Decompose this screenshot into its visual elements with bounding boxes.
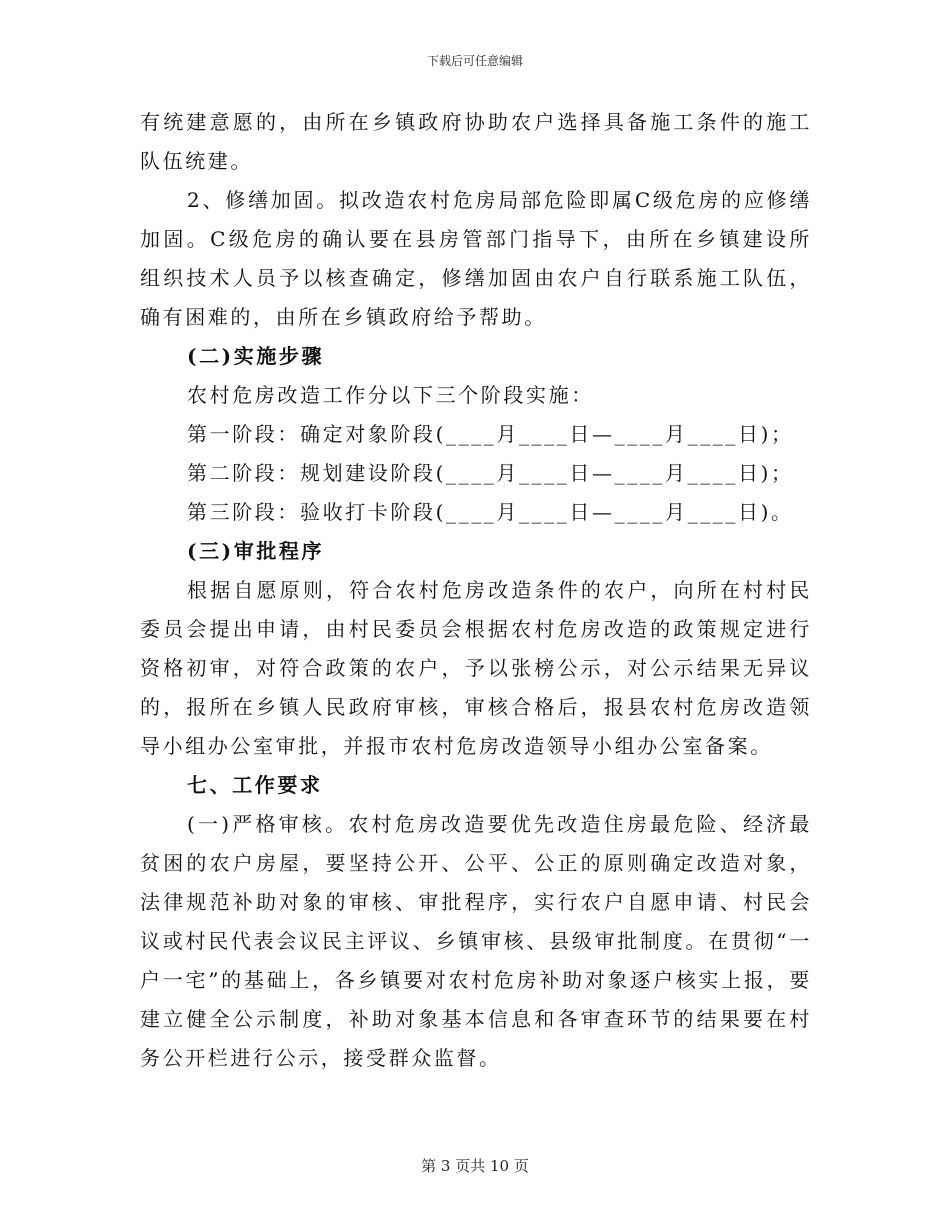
paragraph-approval: 根据自愿原则，符合农村危房改造条件的农户，向所在村村民委员会提出申请，由村民委员会根据农村危房改造的政策规定进行资格初审，对符合政策的农户，予以张榜公示，对公示结果无异议的，报所在乡镇人民政府审核，审核合格后，报县农村危房改造领导小组办公室审批，并报市农村危房改造领导小组办公室备案。 xyxy=(140,578,812,758)
stage-one: 第一阶段：确定对象阶段(____月____日—____月____日)； xyxy=(187,422,794,446)
stage-three: 第三阶段：验收打卡阶段(____月____日—____月____日)。 xyxy=(187,500,794,524)
paragraph-stages-intro: 农村危房改造工作分以下三个阶段实施： xyxy=(187,383,594,407)
page-header: 下载后可任意编辑 xyxy=(426,54,523,68)
section-heading-requirements: 七、工作要求 xyxy=(187,773,323,797)
page-number: 第 3 页共 10 页 xyxy=(421,1157,529,1175)
document-body xyxy=(140,103,812,1078)
paragraph-continued: 有统建意愿的，由所在乡镇政府协助农户选择具备施工条件的施工队伍统建。 xyxy=(140,110,812,173)
paragraph-strict-review: (一)严格审核。农村危房改造要优先改造住房最危险、经济最贫困的农户房屋，要坚持公开、公平、公正的原则确定改造对象，法律规范补助对象的审核、审批程序，实行农户自愿申请、村民会议或村民代表会议民主评议、乡镇审核、县级审批制度。在贯彻“一户一宅”的基础上，各乡镇要对农村危房补助对象逐户核实上报，要建立健全公示制度，补助对象基本信息和各审查环节的结果要在村务公开栏进行公示，接受群众监督。 xyxy=(140,812,812,1070)
stage-two: 第二阶段：规划建设阶段(____月____日—____月____日)； xyxy=(187,461,794,485)
section-heading-steps: (二)实施步骤 xyxy=(187,344,325,368)
paragraph-repair: 2、修缮加固。拟改造农村危房局部危险即属C级危房的应修缮加固。C级危房的确认要在县房管部门指导下，由所在乡镇建设所组织技术人员予以核查确定，修缮加固由农户自行联系施工队伍，确有困难的，由所在乡镇政府给予帮助。 xyxy=(140,188,812,329)
section-heading-approval: (三)审批程序 xyxy=(187,539,325,563)
